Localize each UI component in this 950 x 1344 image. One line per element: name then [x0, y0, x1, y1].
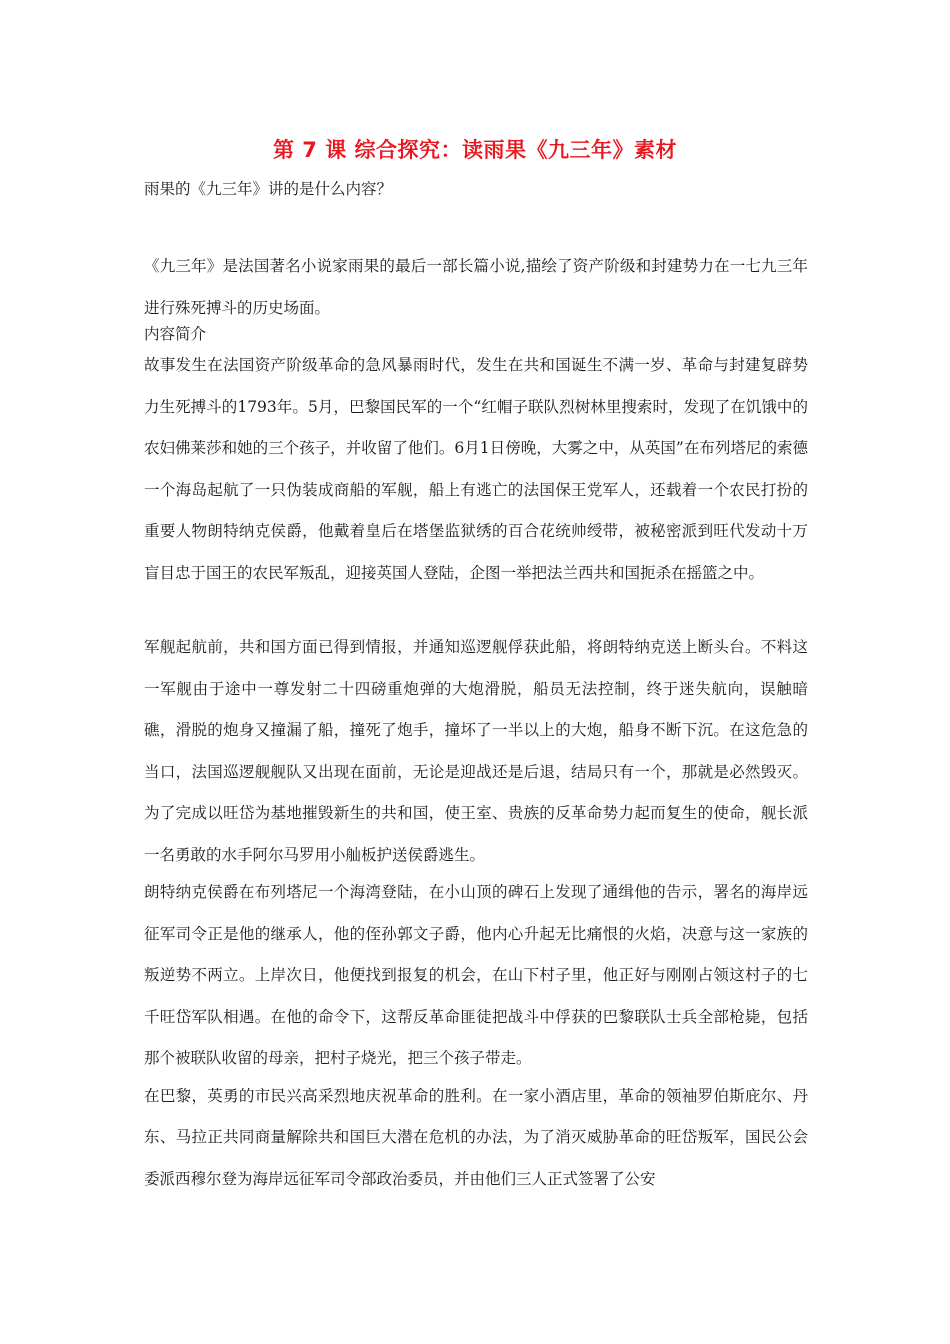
body-paragraph-3: 朗特纳克侯爵在布列塔尼一个海湾登陆，在小山顶的碑石上发现了通缉他的告示，署名的海岸远征军司令正是他的继承人，他的侄孙郭文子爵，他内心升起无比痛恨的火焰，决意与这一家族的叛逆势不两立。上岸次日，他便找到报复的机会，在山下村子里，他正好与刚刚占领这村子的七千旺岱军队相遇。在他的命令下，这帮反革命匪徒把战斗中俘获的巴黎联队士兵全部枪毙，包括那个被联队收留的母亲，把村子烧光，把三个孩子带走。 — [144, 883, 808, 1067]
body-paragraph-4: 在巴黎，英勇的市民兴高采烈地庆祝革命的胜利。在一家小酒店里，革命的领袖罗伯斯庇尔、丹东、马拉正共同商量解除共和国巨大潜在危机的办法，为了消灭威胁革命的旺岱叛军，国民公会委派西穆尔登为海岸远征军司令部政治委员，并由他们三人正式签署了公安 — [144, 1086, 808, 1188]
body-paragraph-2: 军舰起航前，共和国方面已得到情报，并通知巡逻舰俘获此船，将朗特纳克送上断头台。不料这一军舰由于途中一尊发射二十四磅重炮弹的大炮滑脱，船员无法控制，终于迷失航向，误触暗礁，滑脱的炮身又撞漏了船，撞死了炮手，撞坏了一半以上的大炮，船身不断下沉。在这危急的当口，法国巡逻舰舰队又出现在面前，无论是迎战还是后退，结局只有一个，那就是必然毁灭。为了完成以旺岱为基地摧毁新生的共和国，使王室、贵族的反革命势力起而复生的使命，舰长派一名勇敢的水手阿尔马罗用小舢板护送侯爵逃生。 — [144, 638, 808, 864]
intro-paragraph: 《九三年》是法国著名小说家雨果的最后一部长篇小说,描绘了资产阶级和封建势力在一七九三年进行殊死搏斗的历史场面。 — [144, 257, 808, 317]
body-paragraph-1: 故事发生在法国资产阶级革命的急风暴雨时代，发生在共和国诞生不满一岁、革命与封建复辟势力生死搏斗的1793年。5月，巴黎国民军的一个“红帽子联队烈树林里搜索时，发现了在饥饿中的农妇佛莱莎和她的三个孩子，并收留了他们。6月1日傍晚，大雾之中，从英国”在布列塔尼的索德一个海岛起航了一只伪装成商船的军舰，船上有逃亡的法国保王党军人，还载着一个农民打扮的重要人物朗特纳克侯爵，他戴着皇后在塔堡监狱绣的百合花统帅绶带，被秘密派到旺代发动十万盲目忠于国王的农民军叛乱，迎接英国人登陆，企图一举把法兰西共和国扼杀在摇篮之中。 — [144, 356, 808, 582]
document-body — [144, 176, 808, 1200]
question-line: 雨果的《九三年》讲的是什么内容？ — [144, 180, 393, 198]
section-heading: 内容简介 — [144, 325, 207, 343]
document-title: 第 7 课 综合探究：读雨果《九三年》素材 — [272, 138, 678, 163]
